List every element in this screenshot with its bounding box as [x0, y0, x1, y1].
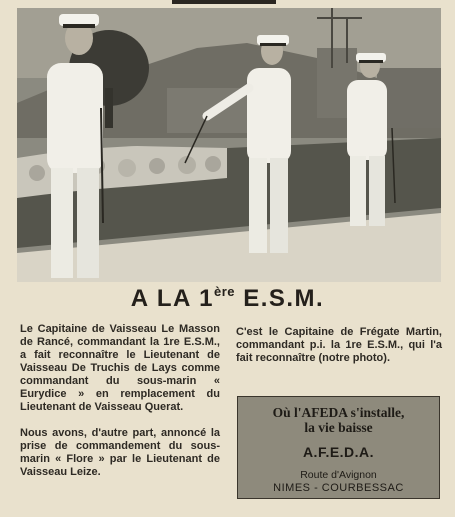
ceremony-photo: [17, 8, 441, 282]
article-left-column: [20, 323, 220, 492]
ad-address-city: NIMES - COURBESSAC: [273, 482, 404, 494]
ceremony-photo-illustration: [17, 8, 441, 282]
headline-superscript: ère: [214, 284, 236, 299]
headline: [0, 284, 455, 313]
ad-company-name: A.F.E.D.A.: [302, 444, 375, 460]
ad-slogan-line-1: Où l'AFEDA s'installe,: [272, 405, 405, 420]
headline-main: A LA 1: [130, 285, 214, 312]
article-paragraph-3: C'est le Capitaine de Frégate Martin, commandant p.i. la 1re E.S.M., qui l'a fait reconnaître (notre photo).: [236, 326, 442, 364]
afeda-advertisement: [237, 396, 440, 499]
top-rule: [172, 0, 276, 4]
article-paragraph-1: Le Capitaine de Vaisseau Le Masson de Rancé, commandant la 1re E.S.M., a fait reconnaître le Lieutenant de Vaisseau De Truchis de Lays comme commandant du sous-marin « Eurydice » en remplacement du Lieutenant de Vaisseau Querat.: [20, 323, 220, 413]
headline-rest: E.S.M.: [235, 285, 325, 312]
article-paragraph-2: Nous avons, d'autre part, annoncé la prise de commandement du sous-marin « Flore » par le Lieutenant de Vaisseau Leize.: [20, 427, 220, 478]
ad-address-road: Route d'Avignon: [300, 469, 377, 481]
article-right-column: [236, 326, 442, 365]
ad-slogan-line-2: la vie baisse: [304, 420, 373, 435]
